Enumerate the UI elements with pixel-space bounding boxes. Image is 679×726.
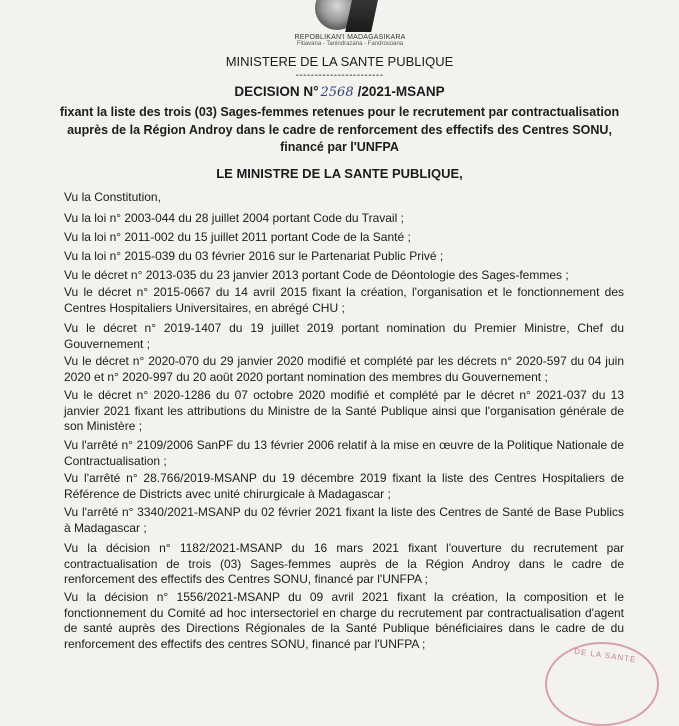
republic-name: REPOBLIKAN'I MADAGASIKARA <box>294 34 406 41</box>
decision-subject <box>0 104 679 157</box>
visa-item: Vu le décret n° 2020-1286 du 07 octobre 2020 modifié et complété par le décret n° 2021-037 du 13 janvier 2021 fixant les attributions du Ministre de la Santé Publique ainsi que l'organisation générale de son Ministère ; <box>64 388 624 434</box>
visa-item: Vu la décision n° 1556/2021-MSANP du 09 avril 2021 fixant la création, la composition et le fonctionnement du Comité ad hoc intersectoriel en charge du recrutement par contractualisation d'agent de santé auprès des Directions Régionales de la Santé Publique bénéficiaires dans le cadre de du renforcement des effectifs des centres SONU, financé par l'UNFPA ; <box>64 590 624 651</box>
ministry-title: MINISTERE DE LA SANTE PUBLIQUE <box>225 54 454 69</box>
national-motto: Fitiavana - Tanindrazana - Fandrosoana <box>296 41 404 47</box>
authority-heading: LE MINISTRE DE LA SANTE PUBLIQUE, <box>216 166 463 181</box>
visa-item: Vu le décret n° 2019-1407 du 19 juillet 2019 portant nomination du Premier Ministre, Chef du Gouvernement ; <box>64 321 624 351</box>
stamp-text: DE LA SANTE <box>573 646 637 665</box>
decision-number: 2568 <box>320 85 354 100</box>
visa-item: Vu la Constitution, <box>64 190 161 204</box>
subject-line: fixant la liste des trois (03) Sages-femmes retenues pour le recrutement par contractualisation <box>59 105 620 119</box>
visa-item: Vu le décret n° 2020-070 du 29 janvier 2020 modifié et complété par les décrets n° 2020-597 du 04 juin 2020 et n° 2020-997 du 20 août 2020 portant nomination des membres du Gouvernement ; <box>64 354 624 384</box>
visa-item: Vu la décision n° 1182/2021-MSANP du 16 mars 2021 fixant l'ouverture du recrutement par contractualisation de trois (03) Sages-femmes auprès de la Région Androy dans le cadre de renforcement des effectifs des Centres SONU, financé par l'UNFPA ; <box>64 541 624 587</box>
separator-line: ----------------------- <box>295 70 384 81</box>
visa-item: Vu le décret n° 2015-0667 du 14 avril 2015 fixant la création, l'organisation et le fonctionnement des Centres Hospitaliers Universitaires, en abrégé CHU ; <box>64 285 624 315</box>
decision-suffix: /2021-MSANP <box>357 84 445 99</box>
visa-item: Vu la loi n° 2015-039 du 03 février 2016 sur le Partenariat Public Privé ; <box>64 249 444 263</box>
subject-line: financé par l'UNFPA <box>280 140 399 154</box>
subject-line: auprès de la Région Androy dans le cadre de renforcement des effectifs des Centres SONU, <box>67 122 612 137</box>
visa-item: Vu le décret n° 2013-035 du 23 janvier 2013 portant Code de Déontologie des Sages-femmes ; <box>64 268 569 282</box>
visa-item: Vu l'arrêté n° 2109/2006 SanPF du 13 février 2006 relatif à la mise en œuvre de la Politique Nationale de Contractualisation ; <box>64 438 624 468</box>
national-emblem-icon <box>309 0 385 34</box>
decision-heading <box>0 84 679 100</box>
visa-item: Vu la loi n° 2011-002 du 15 juillet 2011 portant Code de la Santé ; <box>64 230 411 244</box>
visa-item: Vu l'arrêté n° 28.766/2019-MSANP du 19 décembre 2019 fixant la liste des Centres Hospitaliers de Référence de Districts avec unité chirurgicale à Madagascar ; <box>64 471 624 501</box>
visa-item: Vu l'arrêté n° 3340/2021-MSANP du 02 février 2021 fixant la liste des Centres de Santé de Base Publics à Madagascar ; <box>64 505 624 535</box>
visa-item: Vu la loi n° 2003-044 du 28 juillet 2004 portant Code du Travail ; <box>64 211 404 225</box>
decision-prefix: DECISION N° <box>234 84 319 99</box>
